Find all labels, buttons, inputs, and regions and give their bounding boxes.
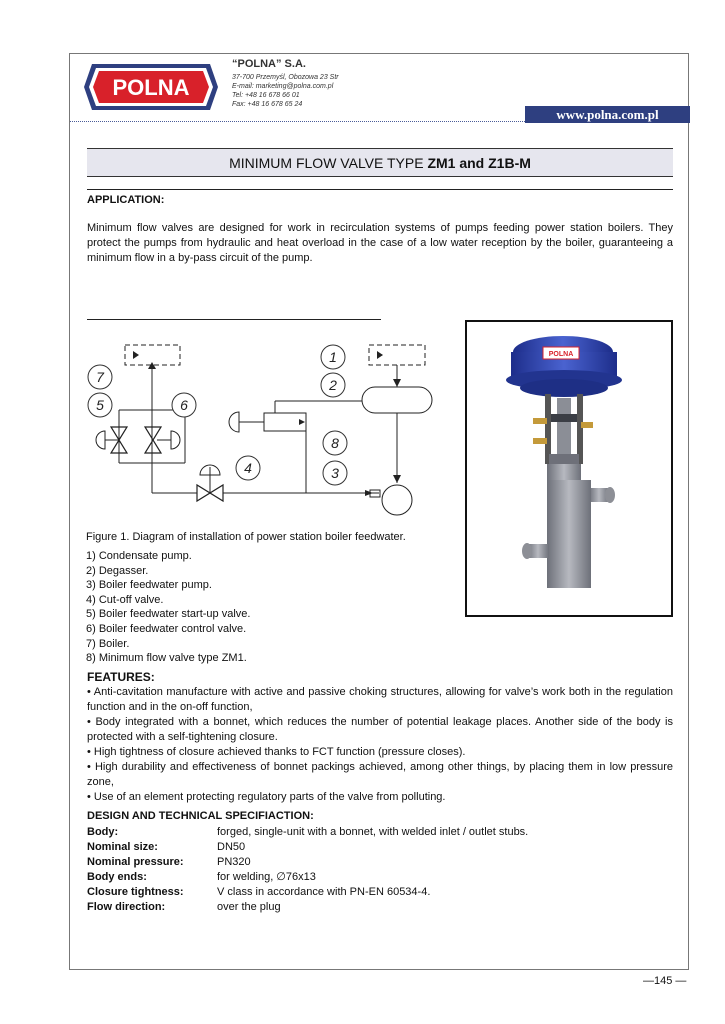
legend-item: 3) Boiler feedwater pump.	[86, 579, 212, 592]
table-row	[87, 900, 528, 915]
legend-item: 1) Condensate pump.	[86, 550, 192, 562]
title-bold: ZM1 and Z1B-M	[427, 155, 531, 171]
table-row	[87, 870, 528, 885]
feature-item: • High tightness of closure achieved thanks to FCT function (pressure closes).	[87, 746, 466, 758]
photo-logo: POLNA	[548, 351, 574, 358]
company-fax: Fax: +48 16 678 65 24	[232, 101, 303, 108]
feature-item: • High durability and effectiveness of bonnet packings achieved, among other things, by placing them in low pressure zone,	[87, 761, 673, 788]
page-title	[87, 148, 673, 177]
label-1: 1	[329, 349, 337, 365]
legend-item: 6) Boiler feedwater control valve.	[86, 622, 247, 635]
specs-table	[87, 825, 528, 915]
spec-value: DN50	[217, 841, 246, 853]
feature-item: • Body integrated with a bonnet, which reduces the number of potential leakage places. Another side of the body is protected with a self-tightening closure.	[87, 716, 673, 743]
table-row	[87, 855, 528, 870]
label-5: 5	[96, 397, 104, 413]
table-row	[87, 825, 528, 840]
company-email[interactable]: E-mail: marketing@polna.com.pl	[232, 83, 334, 90]
diagram-rule	[87, 319, 381, 320]
polna-logo	[84, 60, 218, 114]
application-heading: APPLICATION:	[87, 194, 165, 206]
company-tel: Tel: +48 16 678 66 01	[232, 92, 300, 99]
application-text: Minimum flow valves are designed for work in recirculation systems of pumps feeding power station boilers. They protect the pumps from hydraulic and heat overload in the case of a low water reception by the boiler, guaranteeing a minimum flow in a by-pass circuit of the pump.	[87, 222, 673, 264]
spec-value: PN320	[217, 856, 251, 868]
company-info	[232, 58, 339, 109]
feature-item: • Use of an element protecting regulatory parts of the valve from polluting.	[87, 791, 446, 803]
feedwater-pump	[382, 485, 412, 515]
label-6: 6	[180, 397, 188, 413]
label-7: 7	[96, 369, 104, 385]
legend-item: 5) Boiler feedwater start-up valve.	[86, 608, 251, 621]
label-4: 4	[244, 460, 252, 476]
label-3: 3	[331, 465, 339, 481]
page-number: —145 —	[643, 975, 687, 987]
legend-item: 2) Degasser.	[86, 564, 149, 577]
installation-diagram	[87, 335, 447, 525]
legend-item: 7) Boiler.	[86, 637, 130, 650]
spec-value: forged, single-unit with a bonnet, with welded inlet / outlet stubs.	[217, 826, 529, 838]
spec-key: Body ends:	[87, 871, 147, 883]
valve-illustration	[467, 322, 671, 615]
company-address: 37-700 Przemyśl, Obozowa 23 Str	[232, 74, 339, 81]
spec-key: Closure tightness:	[87, 886, 184, 898]
valve-photo	[465, 320, 673, 617]
header-dotted-rule	[70, 121, 525, 122]
logo-text: POLNA	[112, 75, 190, 100]
spec-key: Nominal pressure:	[87, 856, 184, 868]
legend-item: 8) Minimum flow valve type ZM1.	[86, 652, 247, 665]
spec-value: V class in accordance with PN-EN 60534-4.	[217, 886, 431, 898]
title-prefix: MINIMUM FLOW VALVE TYPE	[229, 155, 428, 171]
spec-key: Body:	[87, 826, 119, 838]
features-heading: FEATURES:	[87, 670, 155, 684]
figure-legend	[86, 549, 250, 666]
section-divider	[87, 189, 673, 190]
table-row	[87, 840, 528, 855]
spec-value: over the plug	[217, 901, 281, 913]
spec-value: for welding, ∅76x13	[217, 871, 316, 883]
company-name: “POLNA” S.A.	[232, 58, 306, 70]
feature-item: • Anti-cavitation manufacture with active and passive choking structures, allowing for valve’s work both in the regulation function and in the on-off function,	[87, 686, 673, 713]
legend-item: 4) Cut-off valve.	[86, 593, 164, 606]
figure-caption: Figure 1. Diagram of installation of power station boiler feedwater.	[86, 531, 406, 543]
website-link[interactable]: www.polna.com.pl	[525, 106, 690, 123]
spec-key: Nominal size:	[87, 841, 158, 853]
label-2: 2	[329, 377, 337, 393]
spec-key: Flow direction:	[87, 901, 166, 913]
specs-heading: DESIGN AND TECHNICAL SPECIFIACTION:	[87, 810, 314, 822]
degasser	[362, 387, 432, 413]
label-8: 8	[331, 435, 339, 451]
features-list	[87, 685, 673, 805]
table-row	[87, 885, 528, 900]
